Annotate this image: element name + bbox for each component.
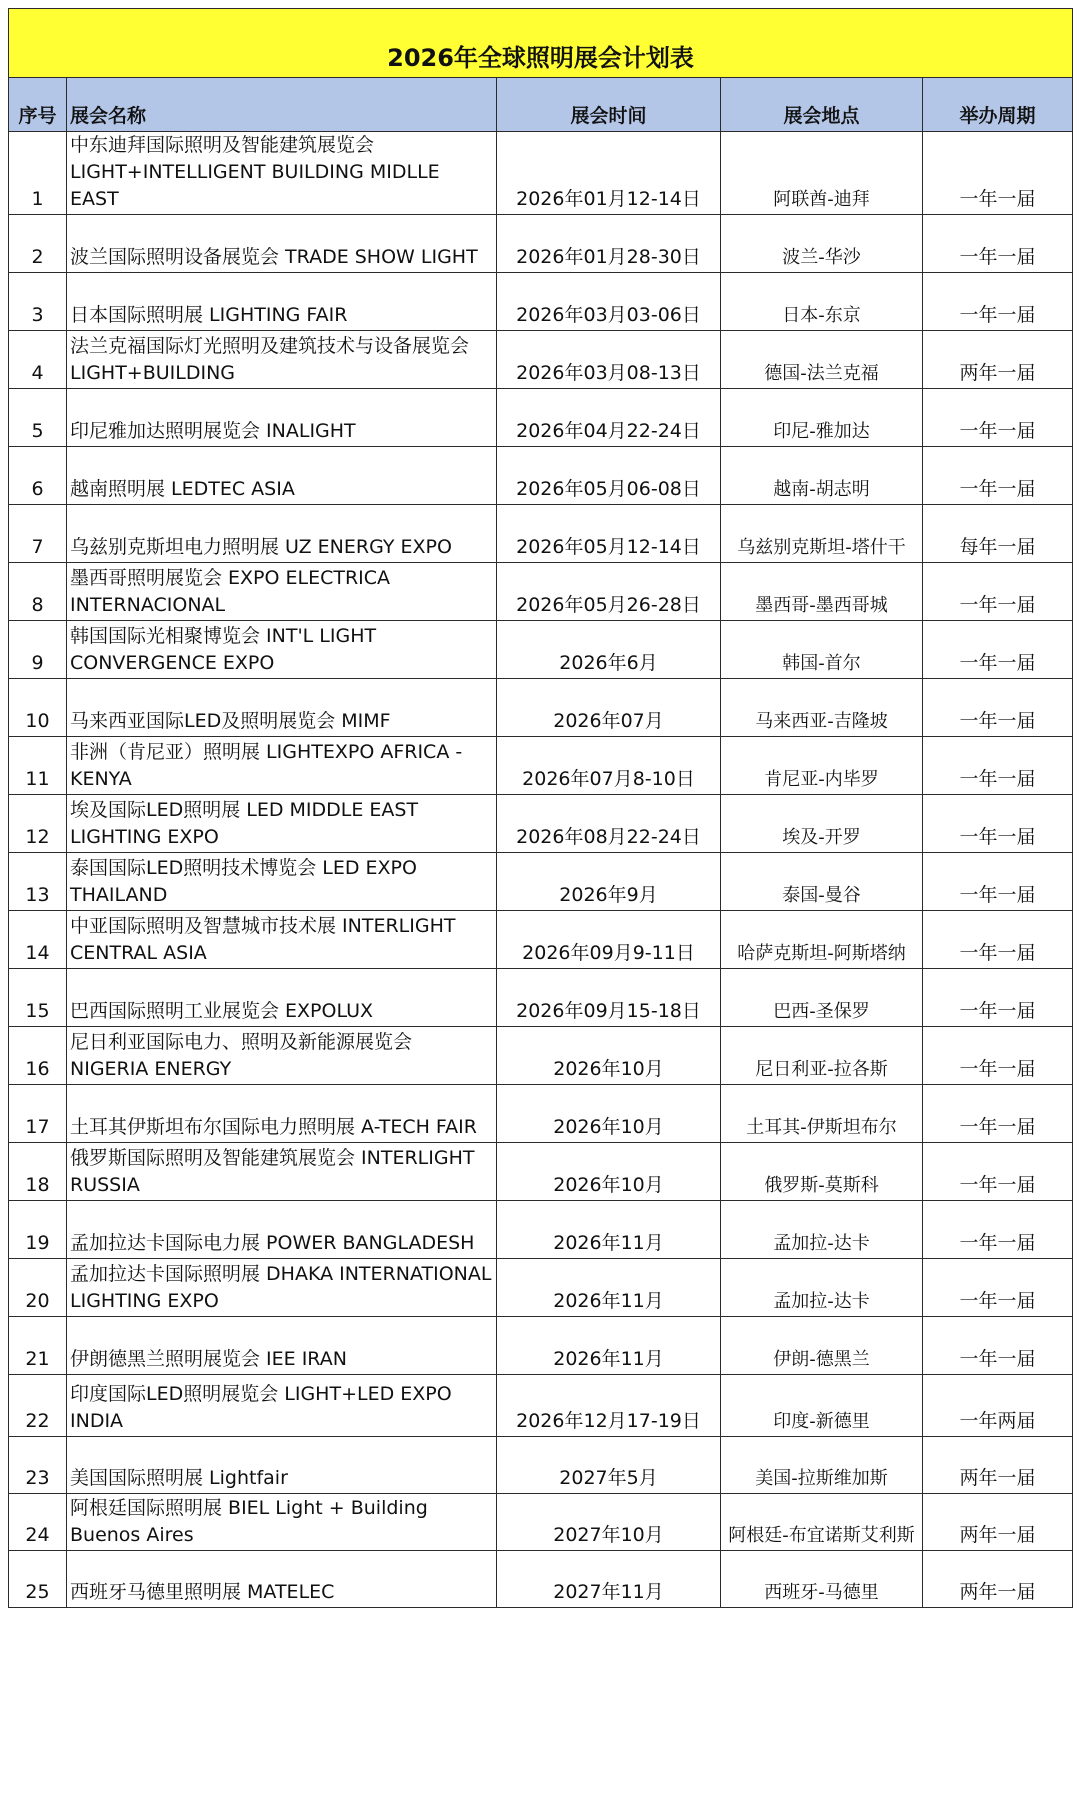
exhibition-cycle-cell: 一年一届 <box>923 273 1073 331</box>
table-row <box>9 1551 1073 1608</box>
exhibition-name-cell: 中东迪拜国际照明及智能建筑展览会 LIGHT+INTELLIGENT BUILDING MIDLLE EAST <box>67 132 497 215</box>
exhibition-location-cell: 尼日利亚-拉各斯 <box>721 1027 923 1085</box>
exhibition-name-cell: 美国国际照明展 Lightfair <box>67 1437 497 1494</box>
column-header-cycle: 举办周期 <box>923 78 1073 132</box>
table-row <box>9 853 1073 911</box>
exhibition-name-cell: 孟加拉达卡国际电力展 POWER BANGLADESH <box>67 1201 497 1259</box>
exhibition-location-cell: 阿联酋-迪拜 <box>721 132 923 215</box>
row-number-cell: 18 <box>9 1143 67 1201</box>
row-number-cell: 21 <box>9 1317 67 1375</box>
exhibition-date-cell: 2026年04月22-24日 <box>497 389 721 447</box>
exhibition-name-cell: 非洲（肯尼亚）照明展 LIGHTEXPO AFRICA - KENYA <box>67 737 497 795</box>
exhibition-cycle-cell: 一年一届 <box>923 1085 1073 1143</box>
exhibition-location-cell: 印度-新德里 <box>721 1375 923 1437</box>
exhibition-date-cell: 2026年11月 <box>497 1317 721 1375</box>
exhibition-location-cell: 埃及-开罗 <box>721 795 923 853</box>
table-row <box>9 1494 1073 1551</box>
table-row <box>9 389 1073 447</box>
table-body <box>9 132 1073 1608</box>
row-number-cell: 1 <box>9 132 67 215</box>
exhibition-date-cell: 2026年09月9-11日 <box>497 911 721 969</box>
exhibition-date-cell: 2026年05月12-14日 <box>497 505 721 563</box>
exhibition-cycle-cell: 一年一届 <box>923 621 1073 679</box>
exhibition-name-cell: 埃及国际LED照明展 LED MIDDLE EAST LIGHTING EXPO <box>67 795 497 853</box>
exhibition-name-cell: 印尼雅加达照明展览会 INALIGHT <box>67 389 497 447</box>
row-number-cell: 24 <box>9 1494 67 1551</box>
table-row <box>9 215 1073 273</box>
table-title: 2026年全球照明展会计划表 <box>9 9 1073 78</box>
exhibition-location-cell: 韩国-首尔 <box>721 621 923 679</box>
exhibition-location-cell: 越南-胡志明 <box>721 447 923 505</box>
row-number-cell: 14 <box>9 911 67 969</box>
exhibition-date-cell: 2026年6月 <box>497 621 721 679</box>
exhibition-cycle-cell: 一年一届 <box>923 447 1073 505</box>
exhibition-name-cell: 巴西国际照明工业展览会 EXPOLUX <box>67 969 497 1027</box>
row-number-cell: 9 <box>9 621 67 679</box>
exhibition-name-cell: 土耳其伊斯坦布尔国际电力照明展 A-TECH FAIR <box>67 1085 497 1143</box>
exhibition-location-cell: 日本-东京 <box>721 273 923 331</box>
exhibition-date-cell: 2026年05月26-28日 <box>497 563 721 621</box>
table-row <box>9 331 1073 389</box>
row-number-cell: 12 <box>9 795 67 853</box>
exhibition-date-cell: 2027年5月 <box>497 1437 721 1494</box>
row-number-cell: 19 <box>9 1201 67 1259</box>
row-number-cell: 22 <box>9 1375 67 1437</box>
exhibition-location-cell: 肯尼亚-内毕罗 <box>721 737 923 795</box>
column-header-location: 展会地点 <box>721 78 923 132</box>
exhibition-name-cell: 日本国际照明展 LIGHTING FAIR <box>67 273 497 331</box>
exhibition-date-cell: 2026年9月 <box>497 853 721 911</box>
exhibition-date-cell: 2027年11月 <box>497 1551 721 1608</box>
exhibition-cycle-cell: 一年一届 <box>923 737 1073 795</box>
exhibition-name-cell: 西班牙马德里照明展 MATELEC <box>67 1551 497 1608</box>
row-number-cell: 8 <box>9 563 67 621</box>
exhibition-location-cell: 西班牙-马德里 <box>721 1551 923 1608</box>
exhibition-name-cell: 波兰国际照明设备展览会 TRADE SHOW LIGHT <box>67 215 497 273</box>
table-row <box>9 679 1073 737</box>
exhibition-date-cell: 2026年10月 <box>497 1143 721 1201</box>
table-row <box>9 1143 1073 1201</box>
exhibition-cycle-cell: 一年一届 <box>923 563 1073 621</box>
exhibition-name-cell: 中亚国际照明及智慧城市技术展 INTERLIGHT CENTRAL ASIA <box>67 911 497 969</box>
exhibition-date-cell: 2026年09月15-18日 <box>497 969 721 1027</box>
exhibition-name-cell: 尼日利亚国际电力、照明及新能源展览会 NIGERIA ENERGY <box>67 1027 497 1085</box>
exhibition-name-cell: 韩国国际光相聚博览会 INT'L LIGHT CONVERGENCE EXPO <box>67 621 497 679</box>
row-number-cell: 13 <box>9 853 67 911</box>
exhibition-date-cell: 2026年05月06-08日 <box>497 447 721 505</box>
exhibition-cycle-cell: 一年一届 <box>923 1317 1073 1375</box>
table-row <box>9 969 1073 1027</box>
exhibition-date-cell: 2026年10月 <box>497 1085 721 1143</box>
exhibition-date-cell: 2026年11月 <box>497 1201 721 1259</box>
exhibition-name-cell: 泰国国际LED照明技术博览会 LED EXPO THAILAND <box>67 853 497 911</box>
exhibition-name-cell: 乌兹别克斯坦电力照明展 UZ ENERGY EXPO <box>67 505 497 563</box>
exhibition-date-cell: 2026年11月 <box>497 1259 721 1317</box>
row-number-cell: 5 <box>9 389 67 447</box>
column-header-date: 展会时间 <box>497 78 721 132</box>
exhibition-cycle-cell: 一年一届 <box>923 795 1073 853</box>
exhibition-date-cell: 2027年10月 <box>497 1494 721 1551</box>
row-number-cell: 3 <box>9 273 67 331</box>
row-number-cell: 11 <box>9 737 67 795</box>
column-header-no: 序号 <box>9 78 67 132</box>
table-row <box>9 447 1073 505</box>
exhibition-location-cell: 泰国-曼谷 <box>721 853 923 911</box>
table-row <box>9 1027 1073 1085</box>
exhibition-cycle-cell: 一年一届 <box>923 1201 1073 1259</box>
exhibition-location-cell: 伊朗-德黑兰 <box>721 1317 923 1375</box>
exhibition-location-cell: 墨西哥-墨西哥城 <box>721 563 923 621</box>
table-row <box>9 1375 1073 1437</box>
row-number-cell: 6 <box>9 447 67 505</box>
column-header-name: 展会名称 <box>67 78 497 132</box>
row-number-cell: 17 <box>9 1085 67 1143</box>
exhibition-cycle-cell: 两年一届 <box>923 1551 1073 1608</box>
exhibition-location-cell: 哈萨克斯坦-阿斯塔纳 <box>721 911 923 969</box>
exhibition-table <box>8 8 1073 1608</box>
exhibition-date-cell: 2026年01月28-30日 <box>497 215 721 273</box>
exhibition-cycle-cell: 两年一届 <box>923 331 1073 389</box>
row-number-cell: 15 <box>9 969 67 1027</box>
exhibition-date-cell: 2026年08月22-24日 <box>497 795 721 853</box>
exhibition-cycle-cell: 一年两届 <box>923 1375 1073 1437</box>
exhibition-location-cell: 波兰-华沙 <box>721 215 923 273</box>
table-row <box>9 621 1073 679</box>
table-row <box>9 1317 1073 1375</box>
exhibition-name-cell: 俄罗斯国际照明及智能建筑展览会 INTERLIGHT RUSSIA <box>67 1143 497 1201</box>
exhibition-cycle-cell: 一年一届 <box>923 853 1073 911</box>
exhibition-cycle-cell: 一年一届 <box>923 132 1073 215</box>
exhibition-location-cell: 阿根廷-布宜诺斯艾利斯 <box>721 1494 923 1551</box>
exhibition-cycle-cell: 一年一届 <box>923 389 1073 447</box>
exhibition-location-cell: 美国-拉斯维加斯 <box>721 1437 923 1494</box>
table-row <box>9 1085 1073 1143</box>
exhibition-name-cell: 马来西亚国际LED及照明展览会 MIMF <box>67 679 497 737</box>
exhibition-name-cell: 法兰克福国际灯光照明及建筑技术与设备展览会 LIGHT+BUILDING <box>67 331 497 389</box>
row-number-cell: 23 <box>9 1437 67 1494</box>
exhibition-cycle-cell: 一年一届 <box>923 679 1073 737</box>
exhibition-location-cell: 孟加拉-达卡 <box>721 1259 923 1317</box>
exhibition-name-cell: 阿根廷国际照明展 BIEL Light + Building Buenos Aires <box>67 1494 497 1551</box>
row-number-cell: 16 <box>9 1027 67 1085</box>
exhibition-date-cell: 2026年01月12-14日 <box>497 132 721 215</box>
exhibition-location-cell: 马来西亚-吉隆坡 <box>721 679 923 737</box>
exhibition-location-cell: 乌兹别克斯坦-塔什干 <box>721 505 923 563</box>
table-row <box>9 132 1073 215</box>
exhibition-name-cell: 伊朗德黑兰照明展览会 IEE IRAN <box>67 1317 497 1375</box>
exhibition-location-cell: 土耳其-伊斯坦布尔 <box>721 1085 923 1143</box>
exhibition-cycle-cell: 一年一届 <box>923 969 1073 1027</box>
exhibition-cycle-cell: 每年一届 <box>923 505 1073 563</box>
table-row <box>9 563 1073 621</box>
exhibition-date-cell: 2026年03月08-13日 <box>497 331 721 389</box>
table-row <box>9 273 1073 331</box>
row-number-cell: 10 <box>9 679 67 737</box>
exhibition-date-cell: 2026年10月 <box>497 1027 721 1085</box>
row-number-cell: 4 <box>9 331 67 389</box>
exhibition-cycle-cell: 两年一届 <box>923 1437 1073 1494</box>
exhibition-name-cell: 孟加拉达卡国际照明展 DHAKA INTERNATIONAL LIGHTING EXPO <box>67 1259 497 1317</box>
table-row <box>9 505 1073 563</box>
exhibition-cycle-cell: 两年一届 <box>923 1494 1073 1551</box>
exhibition-location-cell: 巴西-圣保罗 <box>721 969 923 1027</box>
exhibition-cycle-cell: 一年一届 <box>923 911 1073 969</box>
exhibition-name-cell: 印度国际LED照明展览会 LIGHT+LED EXPO INDIA <box>67 1375 497 1437</box>
row-number-cell: 20 <box>9 1259 67 1317</box>
table-row <box>9 737 1073 795</box>
exhibition-cycle-cell: 一年一届 <box>923 1259 1073 1317</box>
table-row <box>9 795 1073 853</box>
row-number-cell: 7 <box>9 505 67 563</box>
table-row <box>9 1201 1073 1259</box>
table-row <box>9 1437 1073 1494</box>
exhibition-location-cell: 孟加拉-达卡 <box>721 1201 923 1259</box>
exhibition-name-cell: 墨西哥照明展览会 EXPO ELECTRICA INTERNACIONAL <box>67 563 497 621</box>
exhibition-location-cell: 俄罗斯-莫斯科 <box>721 1143 923 1201</box>
row-number-cell: 2 <box>9 215 67 273</box>
exhibition-location-cell: 德国-法兰克福 <box>721 331 923 389</box>
exhibition-cycle-cell: 一年一届 <box>923 215 1073 273</box>
table-row <box>9 1259 1073 1317</box>
row-number-cell: 25 <box>9 1551 67 1608</box>
exhibition-schedule-sheet <box>8 8 1072 1608</box>
exhibition-cycle-cell: 一年一届 <box>923 1027 1073 1085</box>
column-header-row <box>9 78 1073 132</box>
table-row <box>9 911 1073 969</box>
exhibition-date-cell: 2026年12月17-19日 <box>497 1375 721 1437</box>
exhibition-date-cell: 2026年03月03-06日 <box>497 273 721 331</box>
exhibition-date-cell: 2026年07月 <box>497 679 721 737</box>
exhibition-date-cell: 2026年07月8-10日 <box>497 737 721 795</box>
exhibition-cycle-cell: 一年一届 <box>923 1143 1073 1201</box>
exhibition-location-cell: 印尼-雅加达 <box>721 389 923 447</box>
exhibition-name-cell: 越南照明展 LEDTEC ASIA <box>67 447 497 505</box>
